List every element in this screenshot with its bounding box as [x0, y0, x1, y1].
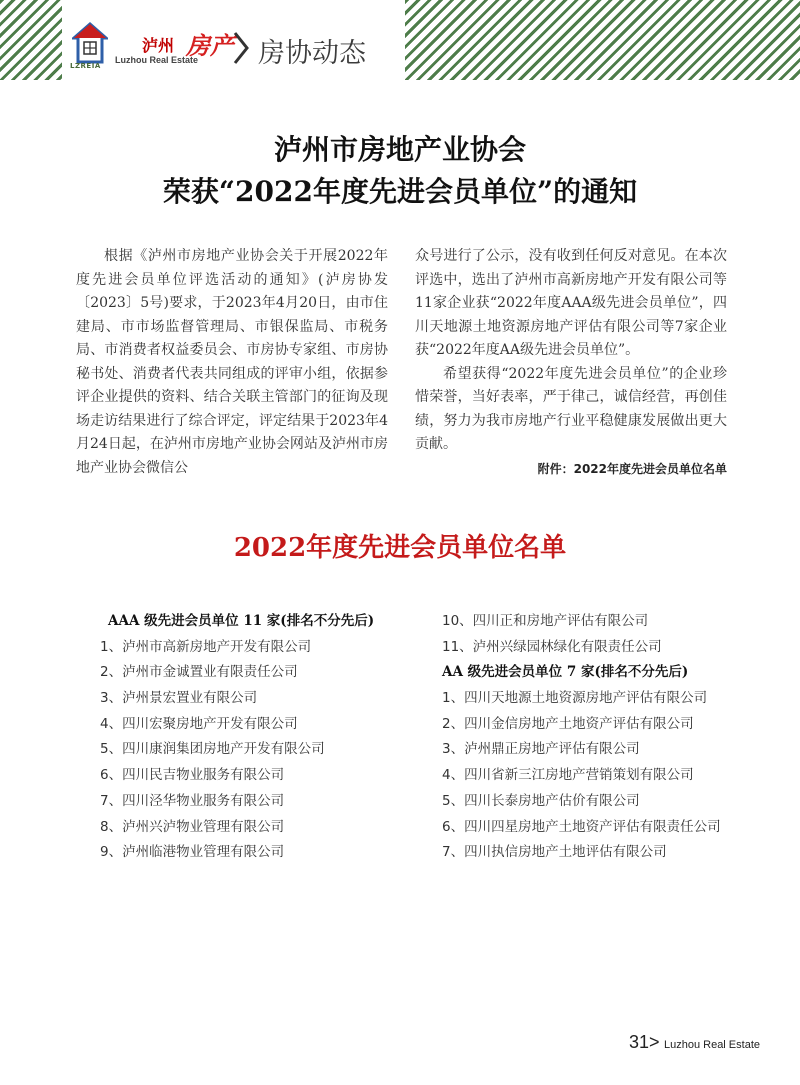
list-item: 1、四川天地源土地资源房地产评估有限公司	[442, 690, 708, 707]
attachment-note: 附件：2022年度先进会员单位名单	[537, 461, 727, 476]
footer-magazine-name: Luzhou Real Estate	[663, 1039, 760, 1051]
article-title-line2: 荣获“2022年度先进会员单位”的通知	[162, 175, 638, 208]
list-item: 3、泸州鼎正房地产评估有限公司	[442, 741, 640, 758]
list-item: 1、泸州市高新房地产开发有限公司	[100, 638, 312, 655]
page-footer	[629, 1032, 760, 1053]
list-item: 9、泸州临港物业管理有限公司	[100, 844, 285, 861]
logo-english-name: Luzhou Real Estate	[115, 55, 199, 65]
list-item: 7、四川执信房地产土地评估有限公司	[442, 844, 667, 861]
list-item: 6、四川民吉物业服务有限公司	[100, 767, 285, 784]
body-right-column	[415, 245, 727, 481]
list-title: 2022年度先进会员单位名单	[233, 533, 567, 563]
article-title-line1: 泸州市房地产业协会	[273, 133, 526, 166]
list-item: 2、泸州市金诚置业有限责任公司	[100, 664, 298, 681]
body-paragraph: 希望获得“2022年度先进会员单位”的企业珍惜荣誉，当好表率，严于律己，诚信经营，再创佳绩，努力为我市房地产行业平稳健康发展做出更大贡献。	[415, 365, 727, 452]
header-stripe-left	[0, 0, 62, 80]
list-item: 7、四川泾华物业服务有限公司	[100, 792, 285, 809]
header-banner	[62, 0, 405, 80]
list-item: 3、泸州景宏置业有限公司	[100, 690, 258, 707]
list-item: 10、四川正和房地产评估有限公司	[442, 613, 649, 629]
list-column-left	[100, 609, 374, 866]
list-item: 2、四川金信房地产土地资产评估有限公司	[442, 715, 694, 732]
list-item: 8、泸州兴泸物业管理有限公司	[100, 818, 285, 835]
list-item: 11、泸州兴绿园林绿化有限责任公司	[442, 638, 662, 655]
list-item: 5、四川康润集团房地产开发有限公司	[100, 741, 325, 758]
section-title: 房协动态	[258, 38, 366, 69]
list-item: 4、四川省新三江房地产营销策划有限公司	[442, 767, 694, 784]
list-column-right	[442, 609, 721, 866]
chevron-right-icon	[232, 30, 250, 66]
logo-abbreviation: LZREIA	[70, 62, 101, 70]
page-marker: >	[649, 1032, 660, 1052]
logo-magazine-name: 房产	[186, 31, 234, 60]
list-item: 4、四川宏聚房地产开发有限公司	[100, 715, 298, 732]
aa-group-heading: AA 级先进会员单位 7 家(排名不分先后)	[442, 664, 689, 681]
aaa-group-heading: AAA 级先进会员单位 11 家(排名不分先后)	[108, 613, 375, 629]
header-stripe-right	[405, 0, 800, 80]
list-item: 5、四川长泰房地产估价有限公司	[442, 792, 640, 809]
body-left-column	[76, 245, 388, 480]
body-paragraph: 众号进行了公示，没有收到任何反对意见。在本次评选中，选出了泸州市高新房地产开发有限公司等11家企业获“2022年度AAA级先进会员单位”，四川天地源土地资源房地产评估有限公司等7家企业获“2022年度AA级先进会员单位”。	[415, 248, 727, 358]
page-number: 31	[628, 1032, 650, 1052]
list-item: 6、四川四星房地产土地资产评估有限责任公司	[442, 818, 721, 835]
body-paragraph: 根据《泸州市房地产业协会关于开展2022年度先进会员单位评选活动的通知》(泸房协发〔2023〕5号)要求，于2023年4月20日，由市住建局、市市场监督管理局、市银保监局、市税务局、市消费者权益委员会、市房协专家组、市房协秘书处、消费者代表共同组成的评审小组，依据参评企业提供的资料、结合关联主管部门的征询及现场走访结果进行了综合评定，评定结果于2023年4月24日起，在泸州市房地产业协会网站及泸州市房地产业协会微信公	[76, 248, 388, 476]
logo-city-name: 泸州	[142, 36, 175, 55]
